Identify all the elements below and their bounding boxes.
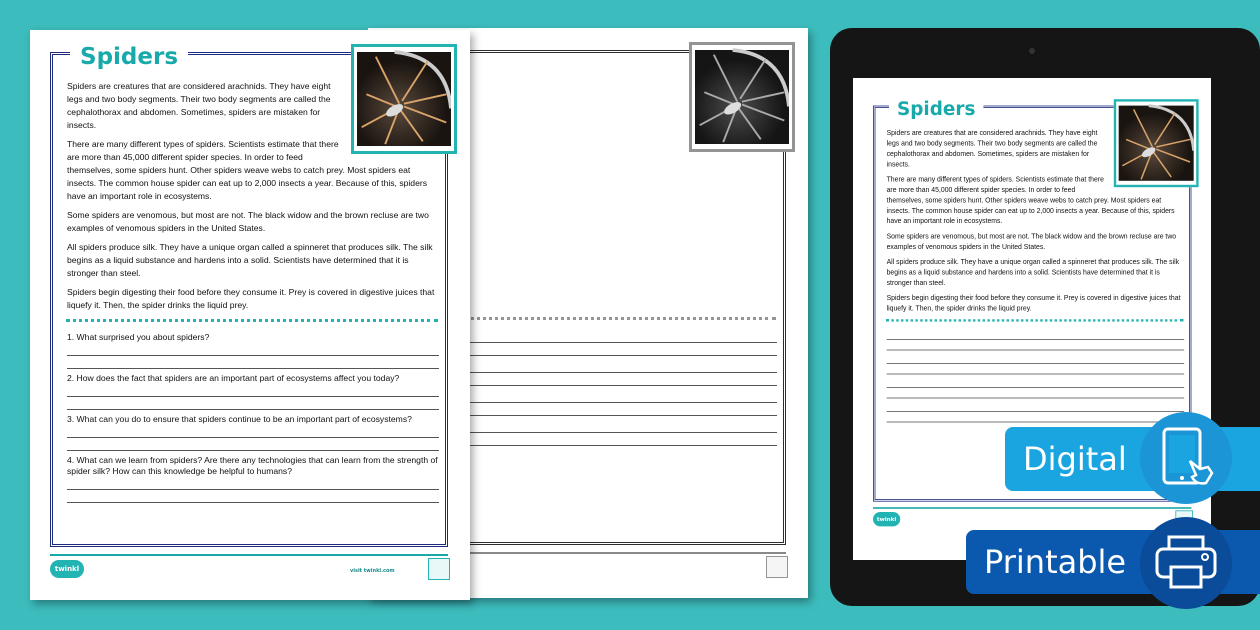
answer-line — [887, 412, 1185, 422]
dotted-divider — [886, 319, 1184, 321]
question — [67, 414, 439, 451]
question — [887, 402, 1185, 423]
printer-icon — [1140, 517, 1232, 609]
paragraph: Spiders begin digesting their food before they consume it. Prey is covered in digestive juices that liquefy it. Then, the spider drinks the liquid prey. — [886, 293, 1181, 312]
dotted-divider — [66, 319, 438, 322]
footer-rule — [873, 507, 1191, 509]
camera-icon — [1029, 48, 1035, 54]
question-text: 4. What can we learn from spiders? Are there any technologies that can learn from the strength of spider silk? How can this knowledge be helpful to humans? — [67, 455, 438, 476]
answer-line — [67, 438, 439, 451]
tablet-touch-icon — [1140, 412, 1232, 504]
twinkl-logo: twinkl — [50, 560, 84, 578]
question — [887, 330, 1185, 351]
questions — [67, 332, 439, 507]
answer-line — [67, 425, 439, 438]
quality-badge-icon — [766, 556, 788, 578]
answer-line — [887, 354, 1185, 364]
printable-badge: Printable — [966, 530, 1260, 594]
paragraph: Spiders are creatures that are considered arachnids. They have eight legs and two body segments. Their two body segments are called the cephalothorax and abdomen. Sometimes, spiders are mistaken for insects. — [886, 128, 1098, 168]
paragraph: All spiders produce silk. They have a unique organ called a spinneret that produces silk. The silk begins as a liquid substance and hardens into a solid. Scientists have determined that it is stronger than steel. — [67, 242, 433, 278]
answer-line — [67, 356, 439, 369]
question — [67, 455, 439, 503]
question — [67, 373, 439, 410]
worksheet-title: Spiders — [70, 44, 188, 70]
answer-line — [887, 378, 1185, 388]
answer-line — [887, 330, 1185, 340]
answer-line — [67, 397, 439, 410]
question-text: 2. How does the fact that spiders are an important part of ecosystems affect you today? — [67, 373, 400, 383]
question-text: 3. What can you do to ensure that spiders continue to be an important part of ecosystems? — [67, 414, 412, 424]
answer-line — [67, 477, 439, 490]
question-text: 1. What surprised you about spiders? — [67, 332, 210, 342]
question — [67, 332, 439, 369]
twinkl-logo: twinkl — [873, 512, 900, 526]
paragraph: Some spiders are venomous, but most are not. The black widow and the brown recluse are two examples of venomous spiders in the United States. — [886, 232, 1177, 251]
worksheet-text — [67, 80, 439, 318]
question — [887, 354, 1185, 375]
question — [887, 378, 1185, 399]
digital-badge: Digital — [1005, 427, 1260, 491]
paragraph: There are many different types of spiders. Scientists estimate that there are more than 45,000 different spider species. In order to feed themselves, some spiders hunt. Other spiders weave webs to catch prey. Most spiders eat insects. The common house spider can eat up to 2,000 insects a year. Because of this, spiders have an important role in ecosystems. — [67, 139, 428, 201]
paragraph: Spiders are creatures that are considered arachnids. They have eight legs and two body segments. Their two body segments are called the cephalothorax and abdomen. Sometimes, spiders are mistaken for insects. — [67, 81, 331, 130]
answer-line — [887, 388, 1185, 398]
answer-line — [887, 340, 1185, 350]
quality-badge-icon — [428, 558, 450, 580]
worksheet-title: Spiders — [889, 99, 983, 120]
visit-link: visit twinkl.com — [350, 568, 395, 574]
worksheet-front-page — [30, 30, 470, 600]
paragraph: Some spiders are venomous, but most are not. The black widow and the brown recluse are two examples of venomous spiders in the United States. — [67, 210, 429, 233]
paragraph: There are many different types of spiders. Scientists estimate that there are more than 45,000 different spider species. In order to feed themselves, some spiders hunt. Other spiders weave webs to catch prey. Most spiders eat insects. The common house spider can eat up to 2,000 insects a year. Because of this, spiders have an important role in ecosystems. — [886, 175, 1175, 225]
answer-line — [67, 343, 439, 356]
questions — [887, 330, 1185, 426]
paragraph: Spiders begin digesting their food before they consume it. Prey is covered in digestive juices that liquefy it. Then, the spider drinks the liquid prey. — [67, 287, 435, 310]
answer-line — [887, 402, 1185, 412]
worksheet-text — [887, 128, 1185, 318]
answer-line — [887, 364, 1185, 374]
paragraph: All spiders produce silk. They have a unique organ called a spinneret that produces silk. The silk begins as a liquid substance and hardens into a solid. Scientists have determined that it is stronger than steel. — [886, 257, 1180, 287]
answer-line — [67, 384, 439, 397]
answer-line — [67, 490, 439, 503]
footer-rule — [50, 554, 448, 556]
